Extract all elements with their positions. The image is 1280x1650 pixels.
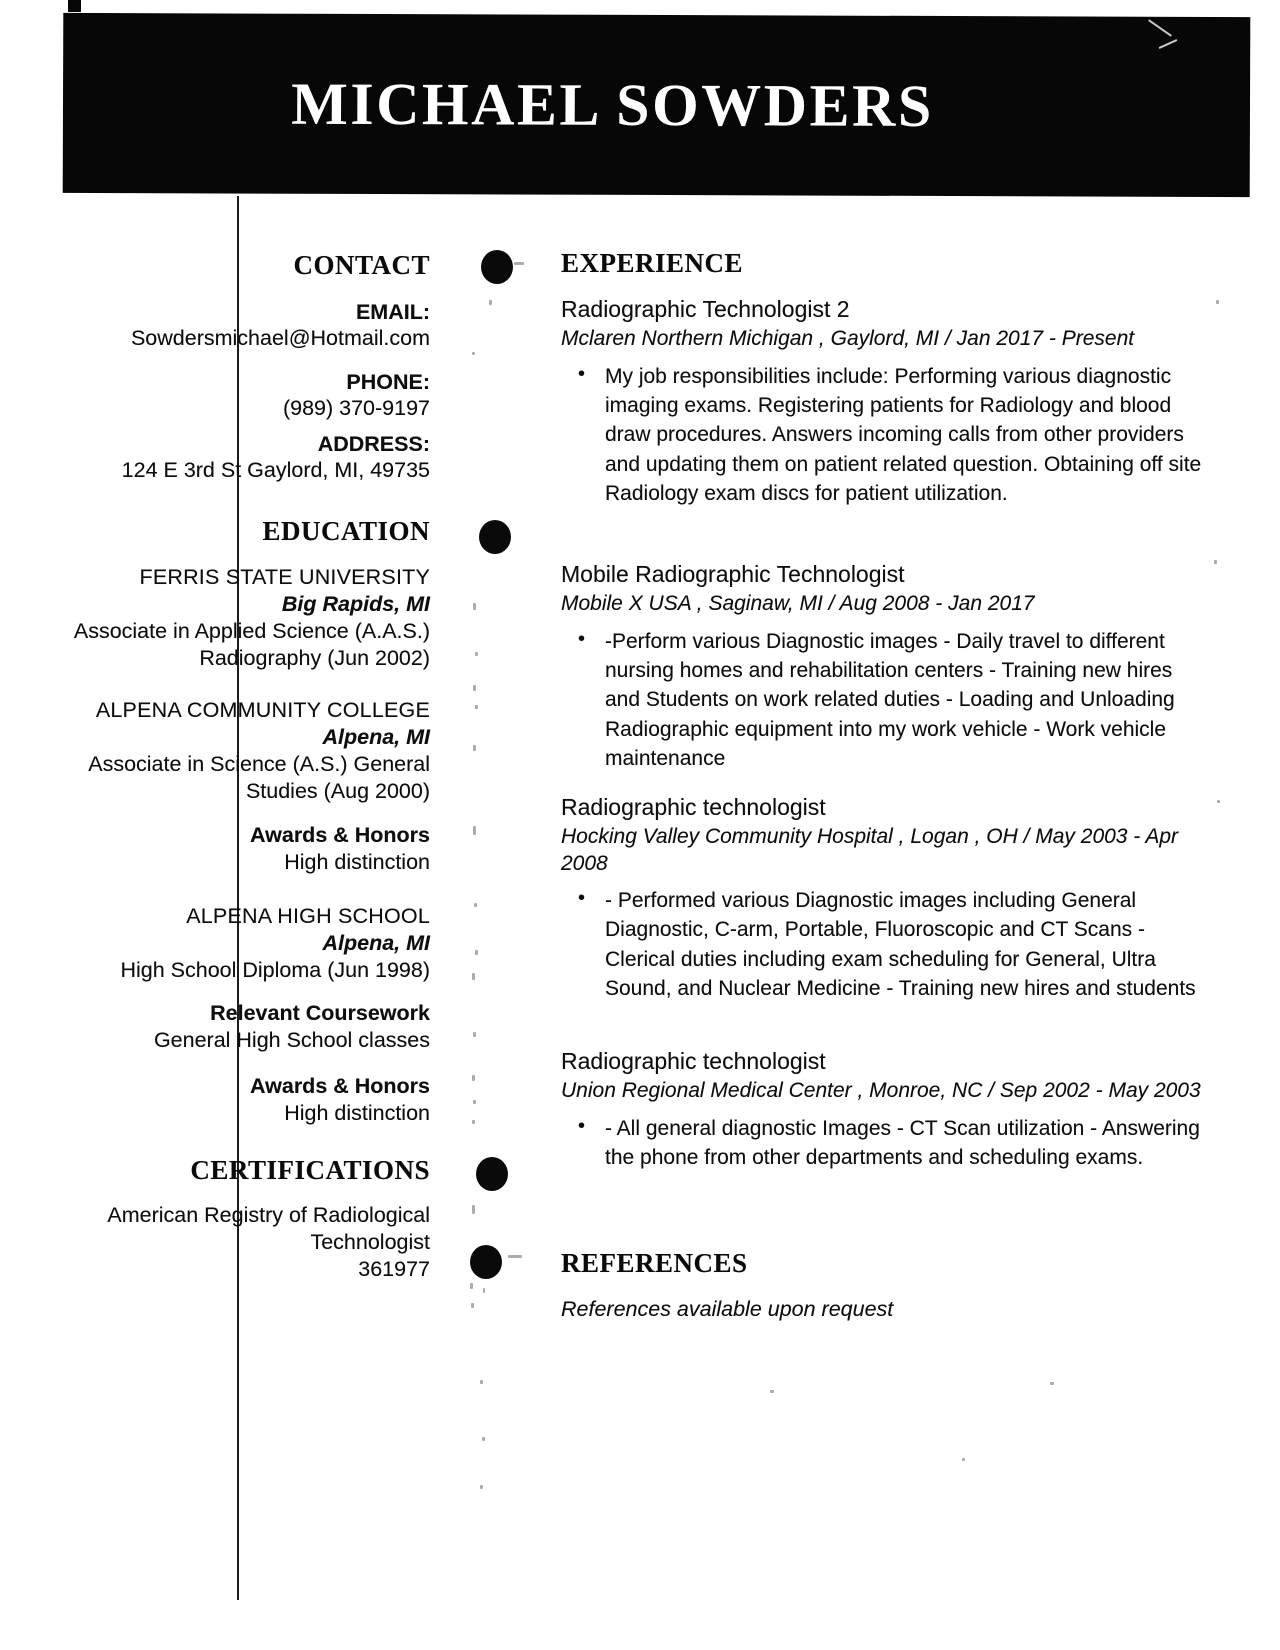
job-bullet-text: My job responsibilities include: Performing various diagnostic imaging exams. Registering patients for Radiology and blood draw procedures. Answers incoming calls from other providers and updating them on patient related question. Obtaining off site Radiology exam discs for patient utilization. bbox=[605, 364, 1202, 506]
contact-heading: CONTACT bbox=[293, 250, 430, 280]
certification-org: American Registry of Radiological Technologist bbox=[107, 1203, 430, 1254]
person-name: MICHAEL SOWDERS bbox=[291, 70, 934, 139]
address-value: 124 E 3rd St Gaylord, MI, 49735 bbox=[121, 458, 430, 482]
scan-speckle bbox=[475, 705, 478, 709]
job-title: Radiographic Technologist 2 bbox=[561, 296, 850, 322]
awards-value: High distinction bbox=[284, 850, 430, 874]
education-awards bbox=[50, 1073, 430, 1127]
references-heading: REFERENCES bbox=[561, 1248, 748, 1278]
scan-speckle bbox=[1216, 300, 1219, 304]
job-bullet-text: - Performed various Diagnostic images including General Diagnostic, C-arm, Portable, Fluoroscopic and CT Scans - Clerical duties including exam scheduling for General, Ultra Sound, and Nuclear Medicine - Training new hires and students bbox=[605, 889, 1196, 1001]
scan-speckle bbox=[471, 1303, 474, 1308]
contact-phone bbox=[50, 369, 430, 421]
certification-entry bbox=[50, 1202, 430, 1283]
education-coursework bbox=[50, 1000, 430, 1054]
school-degree: Associate in Science (A.S.) General Studies (Aug 2000) bbox=[88, 752, 430, 803]
experience-entry bbox=[561, 1048, 1211, 1172]
job-bullet bbox=[561, 362, 1211, 509]
section-bullet-icon bbox=[481, 250, 513, 284]
education-entry bbox=[50, 564, 430, 672]
scan-speckle bbox=[475, 950, 478, 955]
scan-speckle bbox=[475, 652, 478, 656]
job-bullet bbox=[561, 1114, 1211, 1173]
name-banner bbox=[63, 13, 1251, 197]
experience-heading: EXPERIENCE bbox=[561, 248, 744, 278]
education-entry bbox=[50, 697, 430, 805]
bullet-point-icon: • bbox=[578, 362, 586, 385]
scan-speckle bbox=[482, 1437, 485, 1441]
scan-speckle bbox=[473, 826, 476, 835]
job-title: Radiographic technologist bbox=[561, 794, 826, 820]
bullet-point-icon: • bbox=[578, 1114, 586, 1137]
job-title: Radiographic technologist bbox=[561, 1048, 826, 1074]
education-entry bbox=[50, 903, 430, 984]
contact-email bbox=[50, 299, 430, 351]
scan-speckle bbox=[473, 1100, 476, 1104]
job-company-dates: Mclaren Northern Michigan , Gaylord, MI / Jan 2017 - Present bbox=[561, 327, 1135, 350]
job-bullet bbox=[561, 627, 1211, 774]
school-name: ALPENA HIGH SCHOOL bbox=[186, 904, 430, 928]
scan-speckle bbox=[1217, 800, 1220, 803]
job-bullet-text: - All general diagnostic Images - CT Scan utilization - Answering the phone from other departments and scheduling exams. bbox=[605, 1116, 1200, 1169]
school-location: Big Rapids, MI bbox=[281, 592, 430, 616]
scan-speckle bbox=[1214, 560, 1217, 564]
education-awards bbox=[50, 822, 430, 876]
scan-speckle bbox=[770, 1390, 774, 1393]
awards-label: Awards & Honors bbox=[250, 823, 430, 847]
scan-speckle bbox=[480, 1485, 483, 1489]
bullet-point-icon: • bbox=[578, 627, 586, 650]
certifications-heading: CERTIFICATIONS bbox=[190, 1155, 430, 1185]
school-location: Alpena, MI bbox=[322, 725, 430, 749]
bullet-point-icon: • bbox=[578, 887, 586, 909]
job-bullet bbox=[561, 886, 1211, 1004]
experience-entry bbox=[561, 296, 1211, 509]
phone-value: (989) 370-9197 bbox=[282, 396, 430, 420]
scan-speckle bbox=[472, 1075, 475, 1081]
scan-speckle bbox=[473, 685, 476, 691]
certification-number: 361977 bbox=[358, 1257, 430, 1281]
scan-speckle bbox=[480, 1380, 483, 1384]
job-company-dates: Mobile X USA , Saginaw, MI / Aug 2008 - Jan 2017 bbox=[561, 592, 1035, 615]
phone-label: PHONE: bbox=[346, 370, 430, 394]
contact-address bbox=[50, 431, 430, 483]
education-heading: EDUCATION bbox=[262, 516, 430, 546]
scan-speckle bbox=[1050, 1382, 1054, 1385]
school-location: Alpena, MI bbox=[322, 931, 430, 955]
scan-speckle bbox=[472, 352, 475, 355]
job-company-dates: Union Regional Medical Center , Monroe, NC / Sep 2002 - May 2003 bbox=[561, 1079, 1201, 1102]
email-label: EMAIL: bbox=[355, 300, 430, 324]
school-name: FERRIS STATE UNIVERSITY bbox=[139, 565, 430, 589]
job-company-dates: Hocking Valley Community Hospital , Logan , OH / May 2003 - Apr 2008 bbox=[561, 825, 1179, 875]
scan-speckle bbox=[473, 603, 476, 610]
scan-speckle bbox=[472, 1120, 475, 1124]
scan-speckle bbox=[470, 1283, 473, 1289]
scan-noise-notch bbox=[68, 0, 81, 12]
school-degree: Associate in Applied Science (A.A.S.) Radiography (Jun 2002) bbox=[73, 619, 430, 670]
experience-entry bbox=[561, 561, 1211, 774]
coursework-value: General High School classes bbox=[153, 1028, 430, 1052]
awards-label: Awards & Honors bbox=[250, 1074, 430, 1098]
awards-value: High distinction bbox=[284, 1101, 430, 1125]
coursework-label: Relevant Coursework bbox=[210, 1001, 430, 1025]
job-bullet-text: -Perform various Diagnostic images - Daily travel to different nursing homes and rehabilitation centers - Training new hires and Students on work related duties - Loading and Unloading Radiographic equipment into my work vehicle - Work vehicle maintenance bbox=[605, 629, 1175, 771]
scan-speckle bbox=[483, 1288, 485, 1293]
scan-speckle bbox=[508, 1255, 522, 1258]
job-title: Mobile Radiographic Technologist bbox=[561, 561, 905, 587]
school-degree: High School Diploma (Jun 1998) bbox=[120, 958, 430, 982]
scan-speckle bbox=[489, 300, 492, 305]
scan-speckle bbox=[472, 973, 475, 980]
references-note: References available upon request bbox=[561, 1297, 894, 1321]
scan-speckle bbox=[514, 262, 524, 265]
experience-entry bbox=[561, 794, 1211, 1004]
scan-speckle bbox=[474, 903, 477, 907]
section-bullet-icon bbox=[479, 520, 511, 554]
scan-speckle bbox=[962, 1458, 965, 1461]
address-label: ADDRESS: bbox=[317, 432, 430, 456]
section-bullet-icon bbox=[476, 1157, 508, 1191]
scan-speckle bbox=[472, 1205, 475, 1214]
section-bullet-icon bbox=[470, 1245, 502, 1279]
school-name: ALPENA COMMUNITY COLLEGE bbox=[95, 698, 430, 722]
email-value: Sowdersmichael@Hotmail.com bbox=[130, 326, 430, 350]
scan-speckle bbox=[473, 745, 476, 751]
scan-speckle bbox=[473, 1032, 476, 1037]
